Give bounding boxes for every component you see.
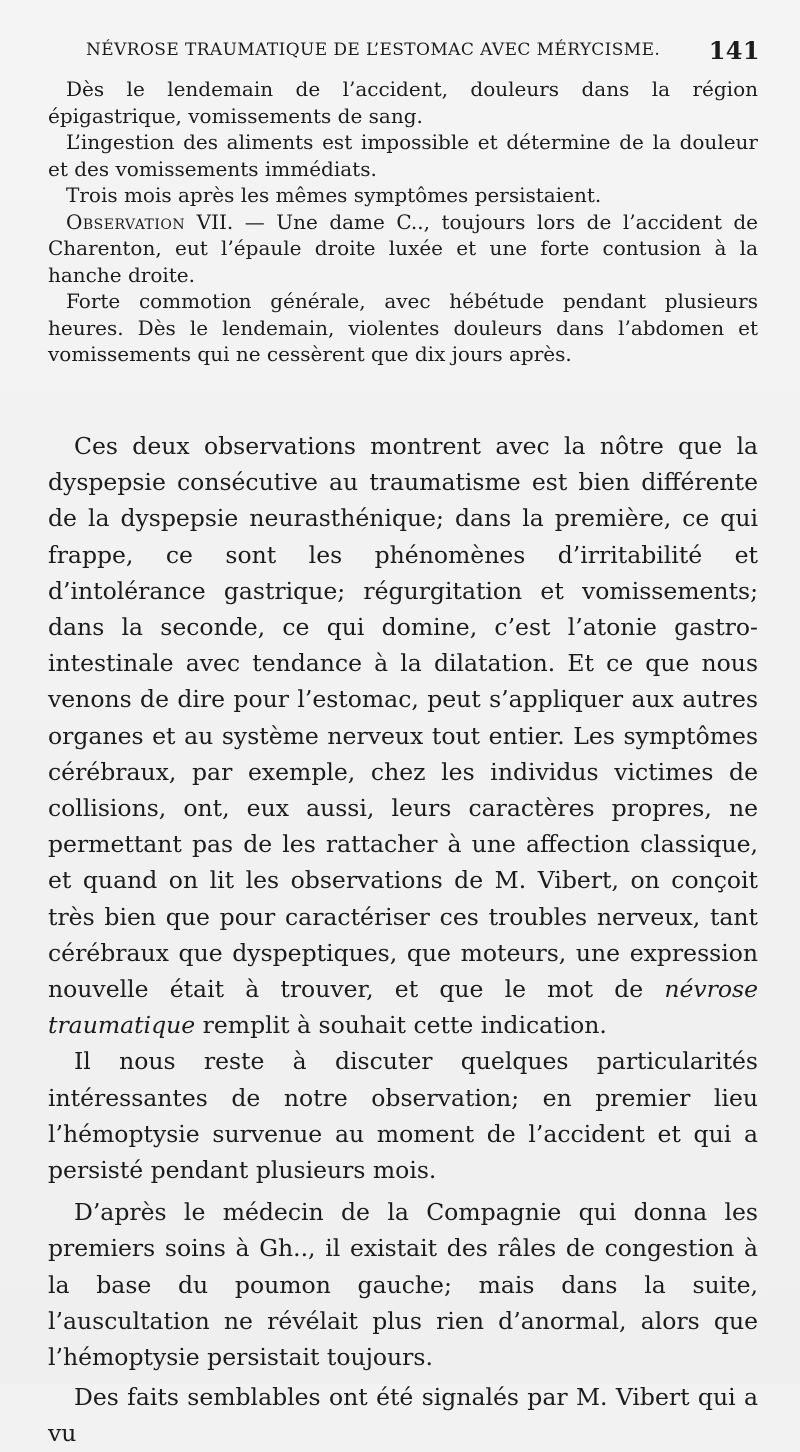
- observation-label: Observation: [66, 209, 186, 234]
- page-header: [86, 36, 760, 70]
- body-paragraph: [48, 428, 758, 1043]
- body-paragraph: D’après le médecin de la Compagnie qui donna les premiers soins à Gh.., il existait des râles de congestion à la base du poumon gauche; mais dans la suite, l’auscultation ne révélait plus rien d’anormal, alors que l’hémoptysie persistait toujours.: [48, 1198, 758, 1372]
- observation-text: VII. — Une dame C.., toujours lors de l’accident de Charenton, eut l’épaule droite luxée et une forte contusion à la hanche droite.: [48, 209, 758, 287]
- body-paragraph: Il nous reste à discuter quelques particularités intéressantes de notre observation; en premier lieu l’hémoptysie survenue au moment de l’accident et qui a persisté pendant plusieurs mois.: [48, 1047, 758, 1185]
- observation-paragraph: Dès le lendemain de l’accident, douleurs dans la région épigastrique, vomissements de sang.: [48, 77, 758, 128]
- body-italic-term: névrose traumatique: [48, 975, 758, 1040]
- observation-paragraph: [48, 209, 758, 289]
- observation-paragraph: Forte commotion générale, avec hébétude pendant plusieurs heures. Dès le lendemain, violentes douleurs dans l’abdomen et vomissements qui ne cessèrent que dix jours après.: [48, 289, 758, 366]
- page-number: 141: [708, 36, 760, 65]
- observation-paragraph: L’ingestion des aliments est impossible et détermine de la douleur et des vomissements immédiats.: [48, 130, 758, 181]
- body-paragraph: Des faits semblables ont été signalés par M. Vibert qui a vu: [48, 1383, 758, 1448]
- body-text: Ces deux observations montrent avec la nôtre que la dyspepsie consécutive au traumatisme est bien différente de la dyspepsie neurasthénique; dans la première, ce qui frappe, ce sont les phénomènes d’irritabilité et d’intolérance gastrique; régurgitation et vomissements; dans la seconde, ce qui domine, c’est l’atonie gastro-intestinale avec tendance à la dilatation. Et ce que nous venons de dire pour l’estomac, peut s’appliquer aux autres organes et au système nerveux tout entier. Les symptômes cérébraux, par exemple, chez les individus victimes de collisions, ont, eux aussi, leurs caractères propres, ne permettant pas de les rattacher à une affection classique, et quand on lit les observations de M. Vibert, on conçoit très bien que pour caractériser ces troubles nerveux, tant cérébraux que dyspeptiques, que moteurs, une expression nouvelle était à trouver, et que le mot de: [48, 432, 758, 1004]
- body-text: remplit à souhait cette indication.: [195, 1011, 607, 1040]
- observation-excerpts: [48, 76, 758, 368]
- running-title: NÉVROSE TRAUMATIQUE DE L’ESTOMAC AVEC MÉRYCISME.: [86, 40, 661, 60]
- main-text: [48, 428, 758, 1452]
- observation-paragraph: Trois mois après les mêmes symptômes persistaient.: [66, 183, 602, 207]
